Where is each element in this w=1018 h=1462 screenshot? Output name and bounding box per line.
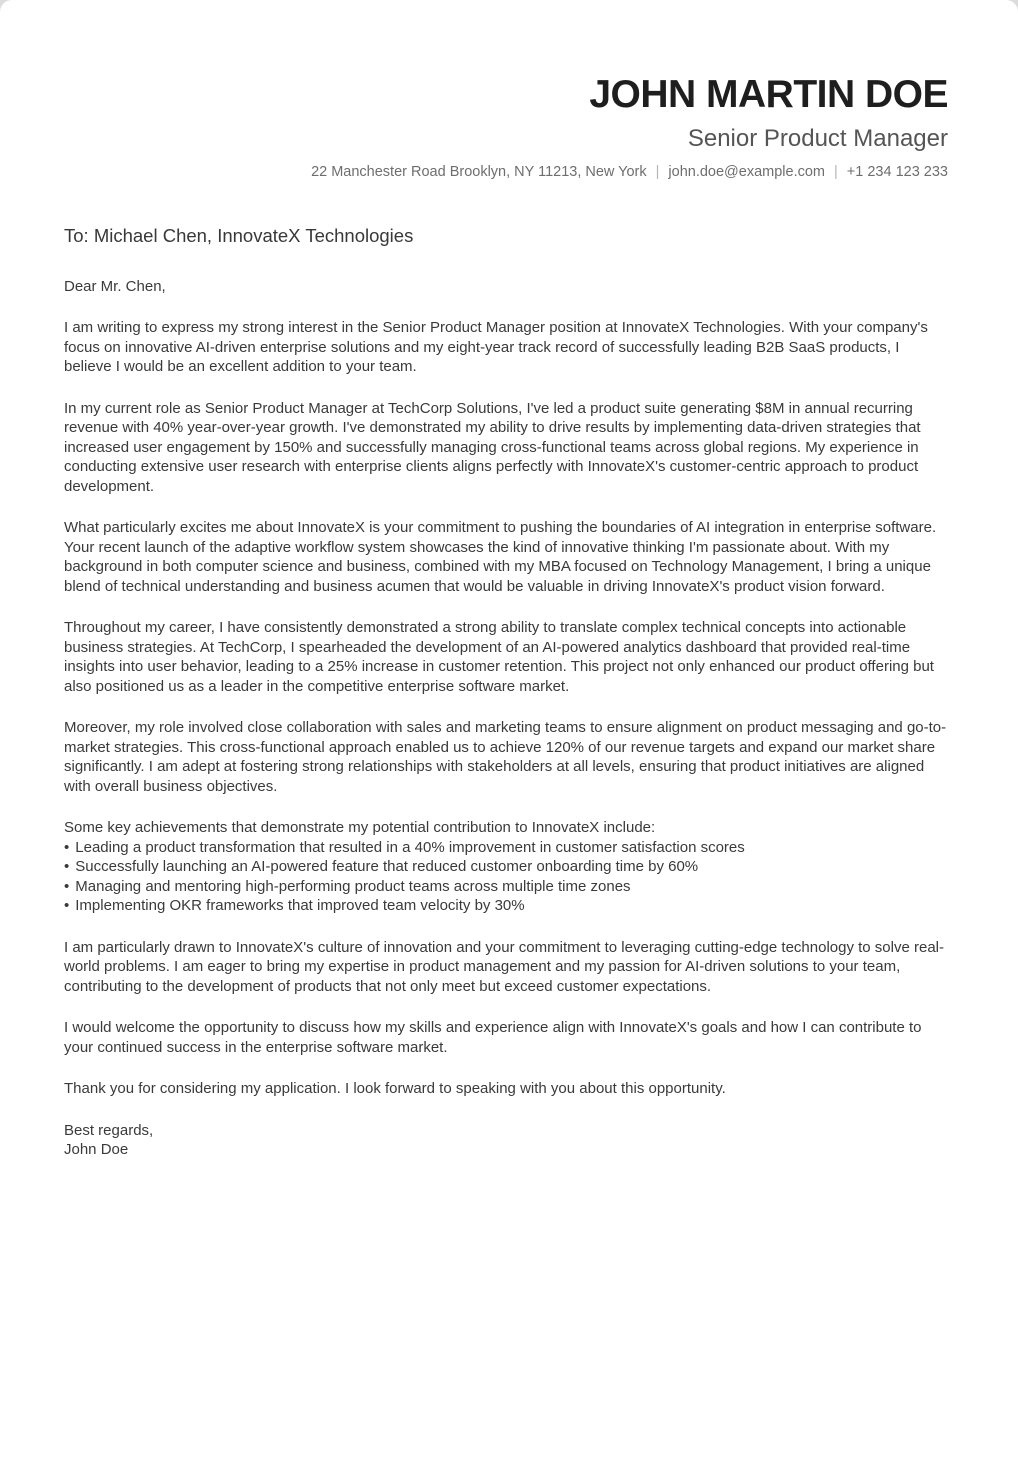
signature-name: John Doe xyxy=(64,1141,129,1159)
achievements-section xyxy=(64,818,948,916)
applicant-name: JOHN MARTIN DOE xyxy=(589,73,948,116)
letter-header xyxy=(0,0,1018,182)
achievement-text: Leading a product transformation that resulted in a 40% improvement in customer satisfaction scores xyxy=(75,838,745,856)
paragraph-intro: I am writing to express my strong interest in the Senior Product Manager position at InnovateX Technologies. With your company's focus on innovative AI-driven enterprise solutions and my eight-year track record of successfully leading B2B SaaS products, I believe I would be an excellent addition to your team. xyxy=(64,319,928,376)
achievement-item xyxy=(64,877,948,897)
contact-separator: | xyxy=(655,164,660,181)
achievement-item xyxy=(64,857,948,877)
paragraph-excitement: What particularly excites me about InnovateX is your commitment to pushing the boundaries of AI integration in enterprise software. Your recent launch of the adaptive workflow system showcases the kind of innovative thinking I'm passionate about. With my background in both computer science and business, combined with my MBA focused on Technology Management, I bring a unique blend of technical understanding and business acumen that would be valuable in driving InnovateX's product vision forward. xyxy=(64,519,937,595)
paragraph-welcome: I would welcome the opportunity to discuss how my skills and experience align with InnovateX's goals and how I can contribute to your continued success in the enterprise software market. xyxy=(64,1019,922,1056)
paragraph-current-role: In my current role as Senior Product Manager at TechCorp Solutions, I've led a product suite generating $8M in annual recurring revenue with 40% year-over-year growth. I've demonstrated my ability to drive results by implementing data-driven strategies that increased user engagement by 150% and successfully managing cross-functional teams across global regions. My experience in conducting extensive user research with enterprise clients aligns perfectly with InnovateX's customer-centric approach to product development. xyxy=(64,399,921,495)
bullet-marker: • xyxy=(64,858,70,876)
bullet-marker: • xyxy=(64,838,70,856)
achievement-item xyxy=(64,896,948,916)
paragraph-thanks: Thank you for considering my application. I look forward to speaking with you about this opportunity. xyxy=(64,1080,726,1098)
contact-separator: | xyxy=(834,164,838,181)
signoff-block xyxy=(64,1121,948,1160)
salutation: Dear Mr. Chen, xyxy=(64,277,166,295)
contact-phone: +1 234 123 233 xyxy=(846,164,948,181)
applicant-job-title: Senior Product Manager xyxy=(687,124,948,152)
recipient-line: To: Michael Chen, InnovateX Technologies xyxy=(64,224,414,246)
achievement-text: Managing and mentoring high-performing product teams across multiple time zones xyxy=(75,877,631,895)
achievement-item xyxy=(64,838,948,858)
bullet-marker: • xyxy=(64,877,70,895)
bullet-marker: • xyxy=(64,897,70,915)
contact-email: john.doe@example.com xyxy=(668,164,826,181)
paragraph-career: Throughout my career, I have consistently demonstrated a strong ability to translate complex technical concepts into actionable business strategies. At TechCorp, I spearheaded the development of an AI-powered analytics dashboard that provided real-time insights into user behavior, leading to a 25% increase in customer retention. This project not only enhanced our product offering but also positioned us as a leader in the competitive enterprise software market. xyxy=(64,619,934,695)
letter-body xyxy=(0,225,1018,1160)
contact-address: 22 Manchester Road Brooklyn, NY 11213, New York xyxy=(311,164,647,181)
signoff-text: Best regards, xyxy=(64,1121,154,1139)
paragraph-culture: I am particularly drawn to InnovateX's culture of innovation and your commitment to leveraging cutting-edge technology to solve real-world problems. I am eager to bring my expertise in product management and my passion for AI-driven solutions to your team, contributing to the development of products that not only meet but exceed customer expectations. xyxy=(64,938,944,995)
paragraph-collaboration: Moreover, my role involved close collaboration with sales and marketing teams to ensure alignment on product messaging and go-to-market strategies. This cross-functional approach enabled us to achieve 120% of our revenue targets and expand our market share significantly. I am adept at fostering strong relationships with stakeholders at all levels, ensuring that product initiatives are aligned with overall business objectives. xyxy=(64,719,947,795)
achievement-text: Implementing OKR frameworks that improved team velocity by 30% xyxy=(75,897,525,915)
achievements-intro: Some key achievements that demonstrate my potential contribution to InnovateX include: xyxy=(64,819,656,837)
achievement-text: Successfully launching an AI-powered feature that reduced customer onboarding time by 60% xyxy=(75,858,699,876)
contact-line xyxy=(64,164,948,181)
